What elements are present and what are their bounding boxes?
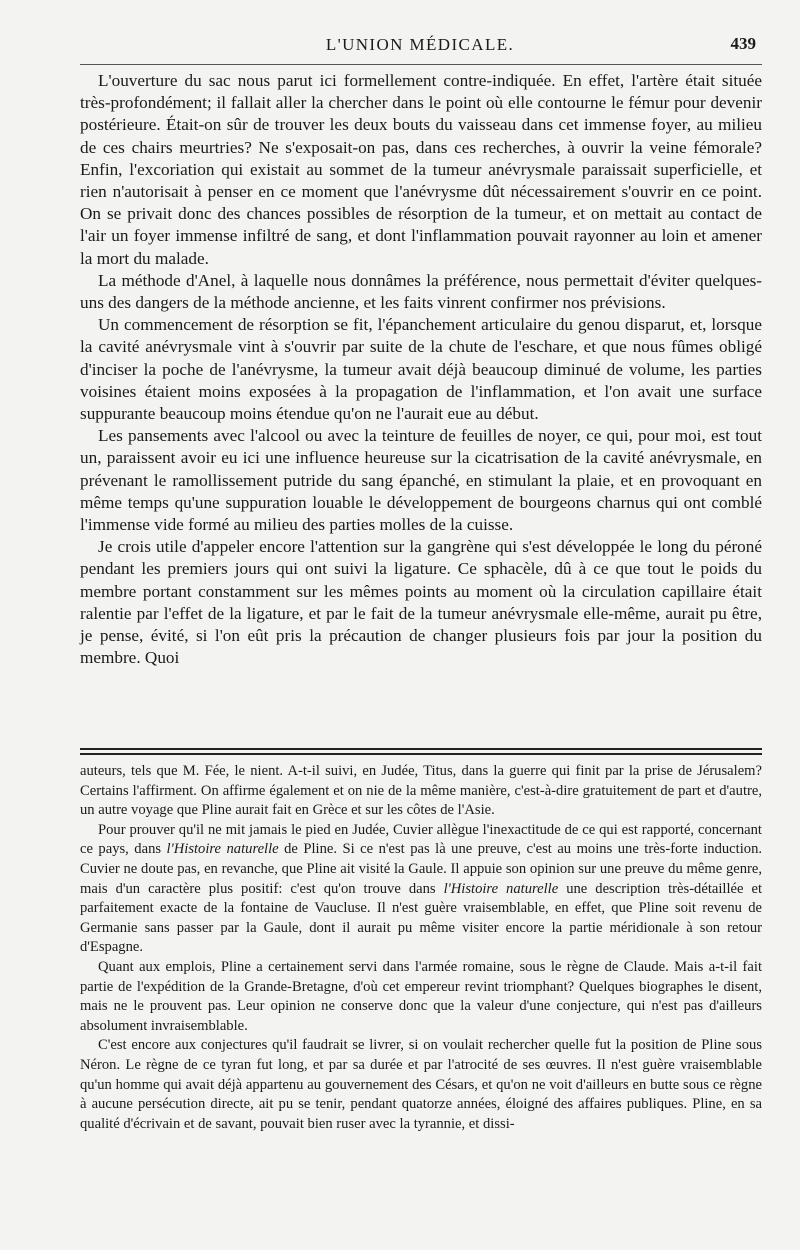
footnote-paragraph: Quant aux emplois, Pline a certainement servi dans l'armée romaine, sous le règne de Claude. Mais a-t-il fait partie de l'expédition de la Grande-Bretagne, d'où cet empereur revint triomphant? Quelques biographes le disent, mais ne le prouvent pas. Leur opinion ne conserve donc que la valeur d'une conjecture, qui n'est pas d'ailleurs absolument invraisemblable. (80, 958, 762, 1034)
body-paragraph: Un commencement de résorption se fit, l'épanchement articulaire du genou disparut, et, lorsque la cavité anévrysmale vint à s'ouvrir par suite de la chute de l'eschare, et que nous fûmes obligé d'inciser la poche de l'anévrysme, la tumeur avait déjà beaucoup diminué de volume, les parties voisines étaient moins exposées à la propagation de l'inflammation, et l'on avait une surface suppurante beaucoup moins étendue qu'on ne l'aurait eue au début. (80, 315, 762, 424)
book-title: l'Histoire naturelle (443, 880, 559, 897)
book-title: l'Histoire naturelle (166, 841, 279, 858)
footnote-separator (80, 748, 762, 755)
page-number: 439 (730, 34, 756, 53)
footnote-text: une description très-détaillée et parfaitement exacte de la fontaine de Vaucluse. Il n'est guère vraisemblable, en effet, que Pline soit revenu de Germanie sans passer par la Gaule, dont il aurait pu même visiter encore la partie méridionale à son retour d'Espagne. (80, 880, 763, 956)
footnote-paragraph: C'est encore aux conjectures qu'il faudrait se livrer, si on voulait rechercher quelle fut la position de Pline sous Néron. Le règne de ce tyran fut long, et par sa durée et par l'atrocité de ses œuvres. Il n'est guère vraisemblable qu'un homme qui avait déjà appartenu au gouvernement des Césars, et qu'on ne voit d'ailleurs en butte sous ce règne à aucune persécution directe, ait pu se tenir, pendant quatorze années, éloigné des affaires publiques. Pline, en sa qualité d'écrivain et de savant, pouvait bien ruser avec la tyrannie, et dissi- (80, 1037, 762, 1132)
body-paragraph: Les pansements avec l'alcool ou avec la teinture de feuilles de noyer, ce qui, pour moi, est tout un, paraissent avoir eu ici une influence heureuse sur la cicatrisation de la cavité anévrysmale, en prévenant le ramollissement putride du sang épanché, en stimulant la plaie, et en provoquant en même temps qu'une suppuration louable le développement de bourgeons charnus qui ont comblé l'immense vide formé au milieu des parties molles de la cuisse. (80, 426, 762, 535)
footnote-paragraph: auteurs, tels que M. Fée, le nient. A-t-il suivi, en Judée, Titus, dans la guerre qui finit par la prise de Jérusalem? Certains l'affirment. On affirme également et on nie de la même manière, c'est-à-dire gratuitement de part et d'autre, un autre voyage que Pline aurait fait en Grèce et sur les côtes de l'Asie. (80, 763, 762, 819)
header-rule (80, 64, 762, 65)
body-paragraph: Je crois utile d'appeler encore l'attention sur la gangrène qui s'est développée le long du péroné pendant les premiers jours qui ont suivi la ligature. Ce sphacèle, dû à ce que tout le poids du membre portant constamment sur les mêmes points au moment où la circulation capillaire était ralentie par l'effet de la ligature, et par le fait de la tumeur anévrysmale elle-même, aurait pu être, je pense, évité, si l'on eût pris la précaution de changer plusieurs fois par jour la position du membre. Quoi (80, 537, 762, 668)
running-header (80, 30, 760, 60)
footnote-paragraph (80, 821, 762, 958)
body-paragraph: L'ouverture du sac nous parut ici formellement contre-indiquée. En effet, l'artère était située très-profondément; il fallait aller la chercher dans le point où elle contourne le fémur pour devenir postérieure. Était-on sûr de trouver les deux bouts du vaisseau dans cet immense foyer, au milieu de ces chairs meurtries? Ne s'exposait-on pas, dans ces recherches, à ouvrir la veine fémorale? Enfin, l'excoriation qui existait au sommet de la tumeur anévrysmale paraissait superficielle, et rien n'autorisait à penser en ce moment que l'anévrysme dût nécessairement s'ouvrir en ce point. On se privait donc des chances possibles de résorption de la tumeur, et on mettait au contact de l'air un foyer immense infiltré de sang, et dont l'inflammation pouvait rayonner au loin et amener la mort du malade. (80, 71, 762, 268)
body-paragraph: La méthode d'Anel, à laquelle nous donnâmes la préférence, nous permettait d'éviter quelques-uns des dangers de la méthode ancienne, et les faits vinrent confirmer nos prévisions. (80, 270, 762, 313)
footnotes (80, 762, 762, 1134)
footnote-text: de Pline. Si ce n'est pas là une preuve, c'est au moins une très-forte induction. Cuvier ne doute pas, en revanche, que Pline ait visité la Gaule. Il appuie son opinion sur une preuve du même genre, mais d'un caractère plus positif: c'est qu'on trouve dans (80, 841, 763, 897)
main-text (80, 70, 762, 669)
running-title: L'UNION MÉDICALE. (325, 35, 515, 54)
footnote-text: Pour prouver qu'il ne mit jamais le pied en Judée, Cuvier allègue l'inexactitude de ce qui est rapporté, concernant ce pays, dans (80, 821, 762, 858)
